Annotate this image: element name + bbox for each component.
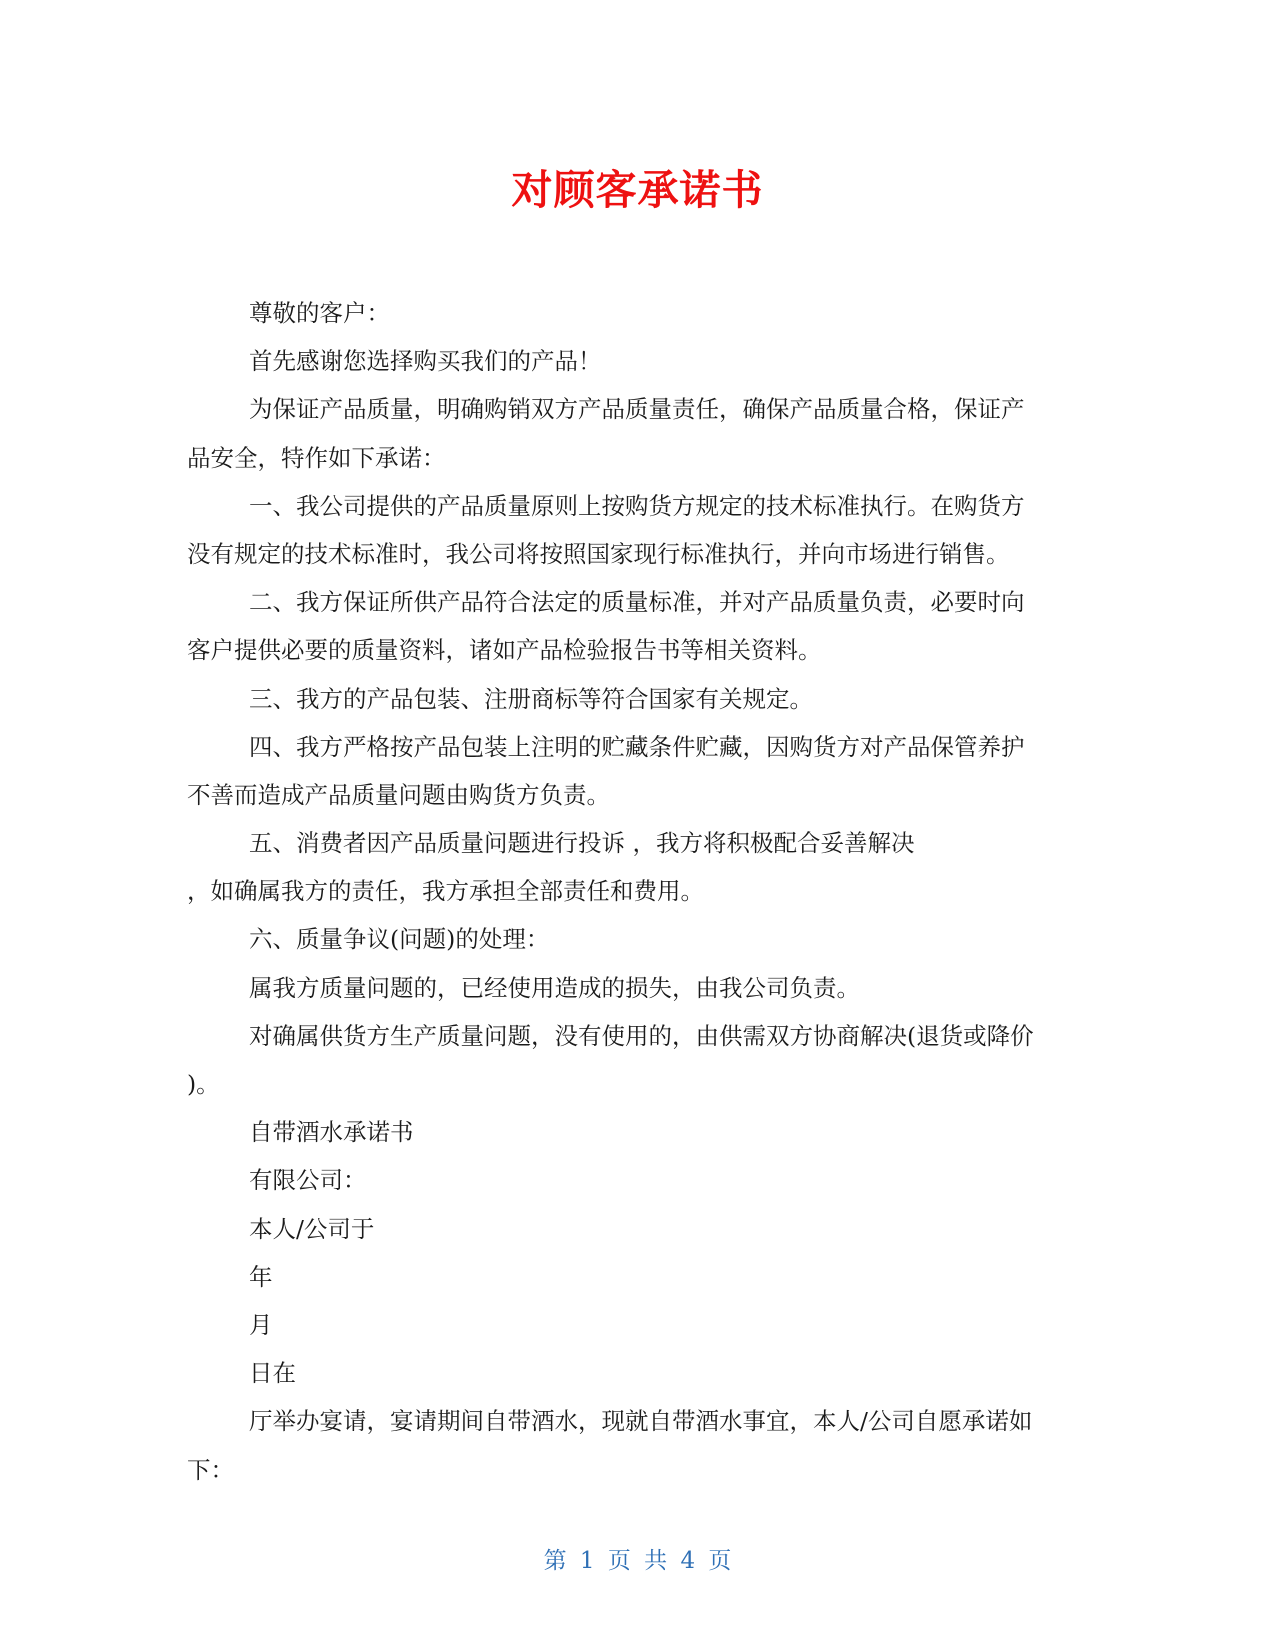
body-line: 月 [249,1310,273,1339]
body-line: )。 [187,1070,220,1098]
body-line: 一、我公司提供的产品质量原则上按购货方规定的技术标准执行。在购货方 [249,491,1025,520]
footer-prefix: 第 [543,1548,567,1574]
body-line: ，如确属我方的责任，我方承担全部责任和费用。 [187,877,704,906]
body-line: 本人/公司于 [249,1214,375,1243]
body-line: 下： [187,1455,234,1484]
body-line: 不善而造成产品质量问题由购货方负责。 [187,780,610,809]
footer-suffix: 页 [708,1548,732,1574]
body-line: 年 [249,1262,273,1291]
body-line: 品安全，特作如下承诺： [187,443,446,472]
body-line: 属我方质量问题的，已经使用造成的损失，由我公司负责。 [249,973,860,1002]
body-line: 自带酒水承诺书 [249,1118,414,1147]
document-title: 对顾客承诺书 [511,166,764,214]
body-line: 为保证产品质量，明确购销双方产品质量责任，确保产品质量合格，保证产 [249,395,1025,424]
page-footer [0,1542,1275,1575]
footer-page-label: 页 [607,1548,631,1574]
body-line: 六、质量争议(问题)的处理： [249,925,550,954]
body-line: 三、我方的产品包装、注册商标等符合国家有关规定。 [249,684,813,713]
body-line: 首先感谢您选择购买我们的产品！ [249,347,602,376]
footer-total-prefix: 共 [644,1548,668,1574]
body-line: 日在 [249,1359,296,1388]
footer-page-number: 1 [579,1548,595,1574]
body-line: 有限公司： [249,1166,367,1195]
body-line: 五、消费者因产品质量问题进行投诉 ，我方将积极配合妥善解决 [249,829,915,858]
body-line: 没有规定的技术标准时，我公司将按照国家现行标准执行，并向市场进行销售。 [187,539,1010,568]
body-line: 二、我方保证所供产品符合法定的质量标准，并对产品质量负责，必要时向 [249,588,1025,617]
body-line: 尊敬的客户： [249,299,390,327]
document-body [187,296,1087,1501]
body-line: 四、我方严格按产品包装上注明的贮藏条件贮藏，因购货方对产品保管养护 [249,732,1025,761]
footer-total-pages: 4 [680,1548,696,1574]
body-line: 客户提供必要的质量资料，诸如产品检验报告书等相关资料。 [187,636,822,665]
body-line: 厅举办宴请，宴请期间自带酒水，现就自带酒水事宜，本人/公司自愿承诺如 [249,1407,1033,1436]
body-line: 对确属供货方生产质量问题，没有使用的，由供需双方协商解决(退货或降价 [249,1021,1034,1050]
